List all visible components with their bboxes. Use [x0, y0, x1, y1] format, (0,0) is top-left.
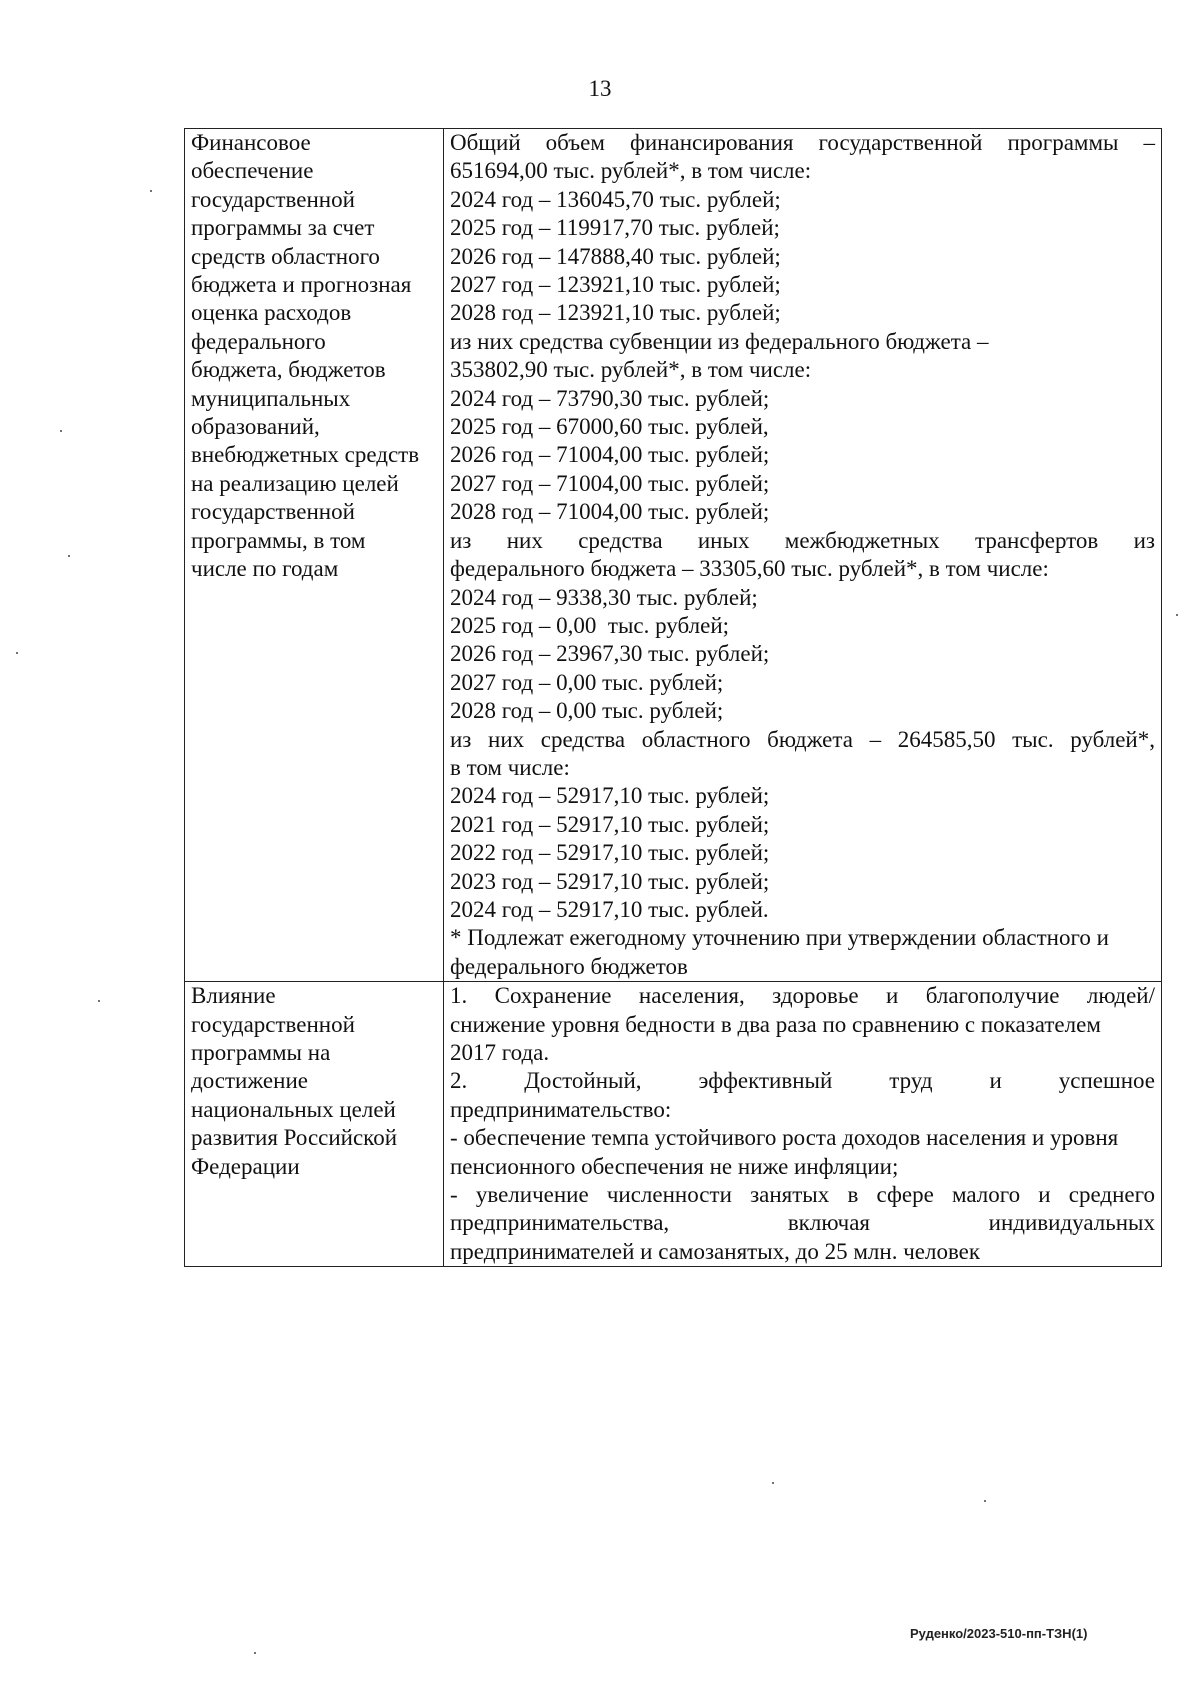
label-line: программы, в том — [191, 527, 366, 553]
content-line: предпринимательства, включая индивидуальных — [450, 1210, 1155, 1236]
content-line: снижение уровня бедности в два раза по сравнению с показателем — [450, 1011, 1101, 1037]
content-line: 2024 год – 52917,10 тыс. рублей. — [450, 896, 769, 922]
label-line: обеспечение — [191, 158, 314, 184]
content-line: 2026 год – 71004,00 тыс. рублей; — [450, 442, 770, 468]
scan-speck — [772, 1482, 774, 1484]
scan-speck — [60, 430, 62, 432]
scan-speck — [98, 1000, 100, 1002]
content-line: из них средства иных межбюджетных трансфертов из — [450, 527, 1155, 553]
label-line: средств областного — [191, 243, 380, 269]
label-line: государственной — [191, 186, 355, 212]
scan-speck — [16, 652, 18, 654]
program-passport-table — [184, 128, 1162, 1267]
content-line: 353802,90 тыс. рублей*, в том числе: — [450, 357, 812, 383]
label-line: государственной — [191, 499, 355, 525]
content-line: 2028 год – 123921,10 тыс. рублей; — [450, 300, 781, 326]
content-line: 2025 год – 67000,60 тыс. рублей, — [450, 414, 769, 440]
scan-speck — [68, 555, 70, 557]
content-line: 2017 года. — [450, 1040, 550, 1065]
content-line: пенсионного обеспечения не ниже инфляции; — [450, 1153, 899, 1179]
content-line: 2022 год – 52917,10 тыс. рублей; — [450, 840, 770, 866]
content-line: из них средства субвенции из федерального бюджета – — [450, 328, 989, 354]
content-line: * Подлежат ежегодному уточнению при утверждении областного и — [450, 925, 1109, 951]
page-number: 13 — [588, 76, 612, 101]
label-line: Влияние — [191, 983, 276, 1009]
content-line: 2024 год – 9338,30 тыс. рублей; — [450, 584, 758, 610]
content-line: федерального бюджета – 33305,60 тыс. рублей*, в том числе: — [450, 556, 1049, 582]
content-line: федерального бюджетов — [450, 953, 688, 979]
content-line: 2028 год – 71004,00 тыс. рублей; — [450, 499, 770, 525]
scan-speck — [254, 1652, 256, 1654]
label-line: бюджета, бюджетов — [191, 357, 386, 383]
table-row-financing — [185, 129, 1162, 982]
content-line: - обеспечение темпа устойчивого роста доходов населения и уровня — [450, 1125, 1119, 1151]
content-line: 2027 год – 123921,10 тыс. рублей; — [450, 272, 781, 298]
label-line: внебюджетных средств — [191, 442, 420, 468]
content-line: 2025 год – 119917,70 тыс. рублей; — [450, 215, 780, 241]
content-line: 2024 год – 136045,70 тыс. рублей; — [450, 186, 781, 212]
label-line: развития Российской — [191, 1125, 398, 1151]
content-line: предпринимательство: — [450, 1096, 672, 1122]
table-row-national-goals — [185, 982, 1162, 1267]
content-line: 2023 год – 52917,10 тыс. рублей; — [450, 868, 770, 894]
content-line: - увеличение численности занятых в сфере малого и среднего — [450, 1182, 1155, 1208]
label-line: числе по годам — [191, 556, 339, 582]
label-line: Федерации — [191, 1153, 300, 1179]
content-line: в том числе: — [450, 754, 570, 780]
national-goals-label-cell — [185, 982, 444, 1267]
content-line: 2026 год – 23967,30 тыс. рублей; — [450, 641, 770, 667]
content-line: Общий объем финансирования государственной программы – — [450, 130, 1155, 155]
national-goals-content-cell — [444, 982, 1162, 1267]
content-line: 2024 год – 73790,30 тыс. рублей; — [450, 385, 770, 411]
label-line: программы на — [191, 1040, 331, 1065]
label-line: национальных целей — [191, 1096, 396, 1122]
label-line: Финансовое — [191, 130, 311, 155]
label-line: государственной — [191, 1011, 355, 1037]
content-line: 651694,00 тыс. рублей*, в том числе: — [450, 158, 812, 184]
financing-label-cell — [185, 129, 444, 982]
label-line: бюджета и прогнозная — [191, 272, 412, 298]
document-code: Руденко/2023-510-пп-ТЗН(1) — [910, 1626, 1088, 1641]
scan-speck — [150, 190, 152, 192]
scan-speck — [1176, 614, 1178, 616]
content-line: 2026 год – 147888,40 тыс. рублей; — [450, 243, 781, 269]
label-line: оценка расходов — [191, 300, 352, 326]
content-line: 2025 год – 0,00 тыс. рублей; — [450, 612, 730, 638]
content-line: 2028 год – 0,00 тыс. рублей; — [450, 698, 724, 724]
content-line: 2027 год – 0,00 тыс. рублей; — [450, 669, 724, 695]
content-line: 2. Достойный, эффективный труд и успешное — [450, 1068, 1155, 1094]
label-line: на реализацию целей — [191, 470, 399, 496]
content-line: 2024 год – 52917,10 тыс. рублей; — [450, 783, 770, 809]
label-line: федерального — [191, 328, 326, 354]
label-line: программы за счет — [191, 215, 375, 241]
scan-speck — [984, 1500, 986, 1502]
content-line: 2021 год – 52917,10 тыс. рублей; — [450, 811, 770, 837]
content-line: 2027 год – 71004,00 тыс. рублей; — [450, 470, 770, 496]
label-line: образований, — [191, 414, 320, 440]
label-line: муниципальных — [191, 385, 351, 411]
content-line: 1. Сохранение населения, здоровье и благополучие людей/ — [450, 983, 1155, 1009]
financing-content-cell — [444, 129, 1162, 982]
label-line: достижение — [191, 1068, 308, 1094]
content-line: из них средства областного бюджета – 264585,50 тыс. рублей*, — [450, 726, 1155, 752]
content-line: предпринимателей и самозанятых, до 25 млн. человек — [450, 1238, 981, 1264]
